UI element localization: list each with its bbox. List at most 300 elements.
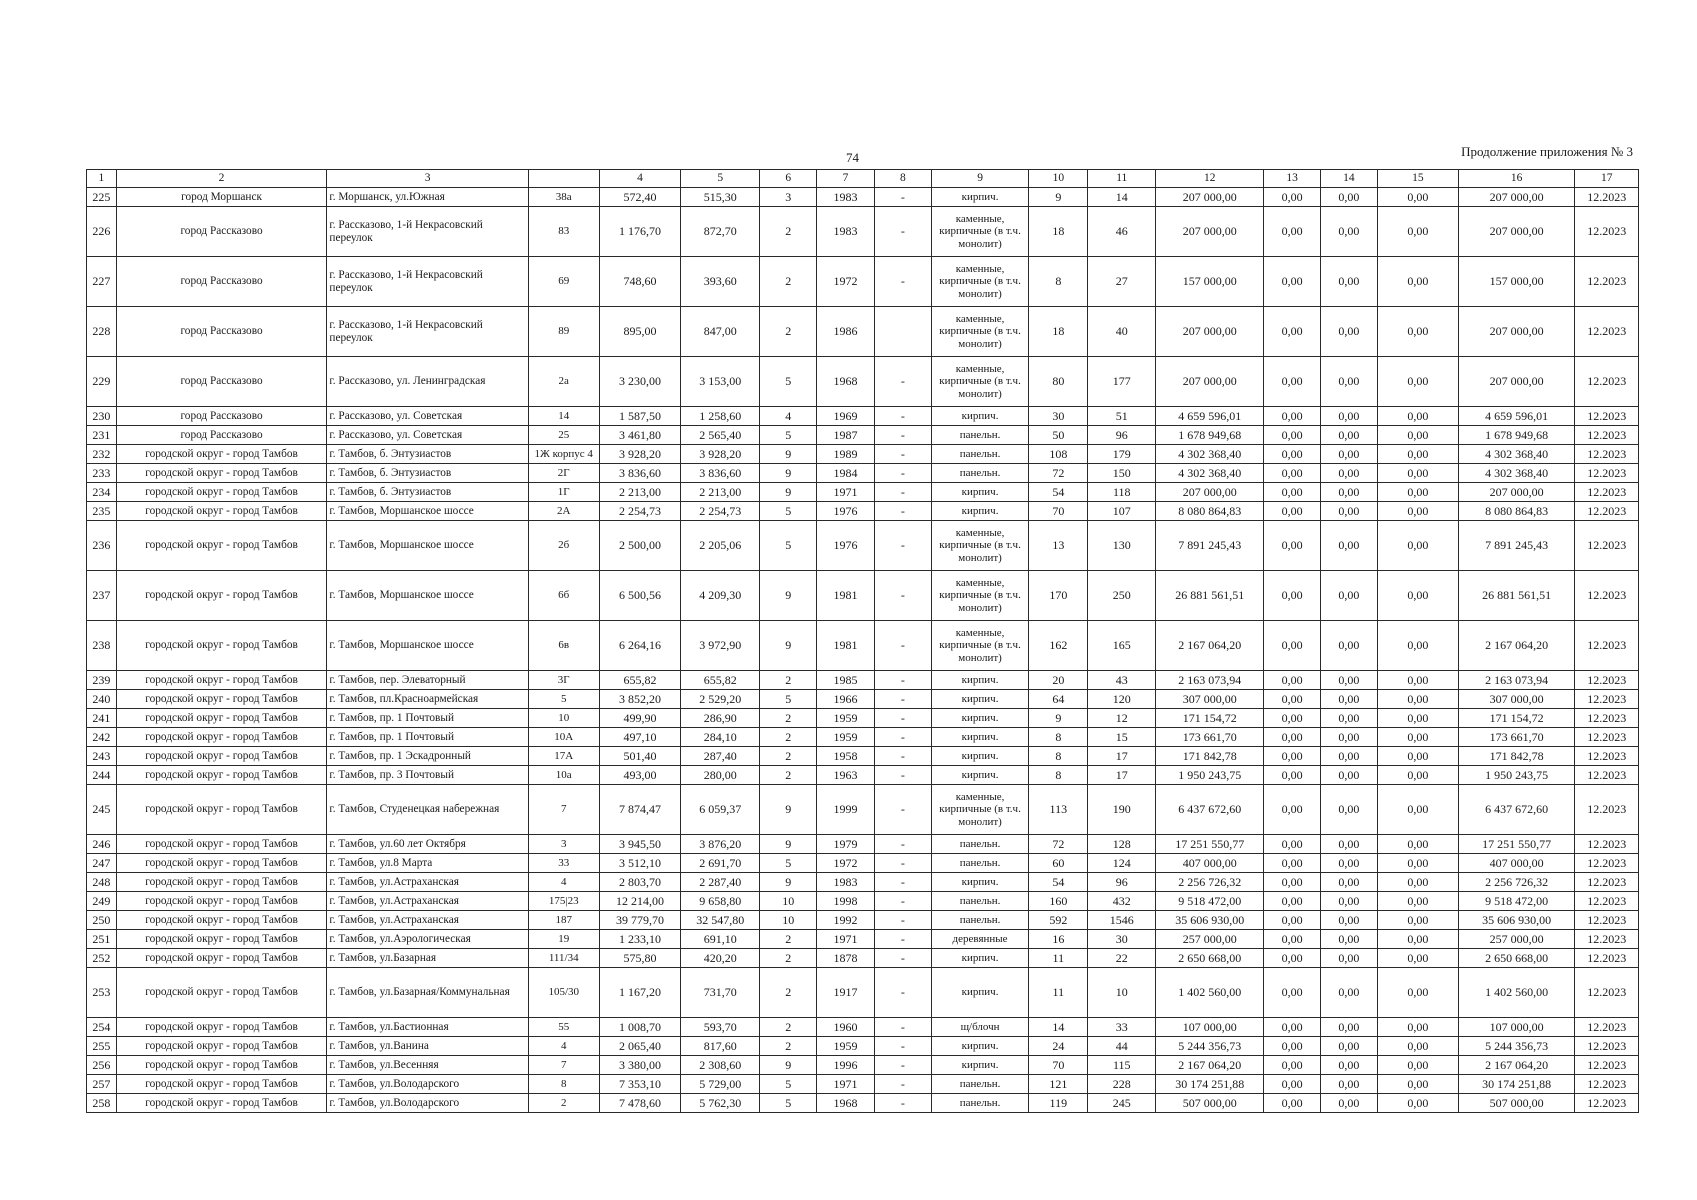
table-cell: 0,00 (1377, 766, 1458, 785)
table-cell: 11 (1029, 949, 1088, 968)
table-cell: 407 000,00 (1156, 854, 1264, 873)
table-cell: 14 (1088, 188, 1156, 207)
table-cell: городской округ - город Тамбов (116, 483, 327, 502)
table-cell: 70 (1029, 1056, 1088, 1075)
table-cell: кирпич. (931, 873, 1028, 892)
table-row (87, 521, 1639, 571)
table-cell: 5 (760, 1075, 817, 1094)
table-cell: 247 (87, 854, 117, 873)
column-number-row (87, 170, 1639, 188)
table-cell: 0,00 (1377, 307, 1458, 357)
table-cell: 0,00 (1264, 728, 1320, 747)
table-cell: 0,00 (1264, 464, 1320, 483)
table-cell: - (874, 690, 931, 709)
table-cell: 2 565,40 (681, 426, 760, 445)
table-cell: 244 (87, 766, 117, 785)
table-cell: городской округ - город Тамбов (116, 949, 327, 968)
table-cell: 817,60 (681, 1037, 760, 1056)
table-cell: 1 950 243,75 (1458, 766, 1575, 785)
table-cell: 35 606 930,00 (1156, 911, 1264, 930)
table-cell: 731,70 (681, 968, 760, 1018)
table-cell: г. Рассказово, ул. Советская (327, 426, 529, 445)
table-cell: 1971 (817, 930, 874, 949)
table-cell: 0,00 (1264, 930, 1320, 949)
table-cell: 162 (1029, 621, 1088, 671)
table-cell: 0,00 (1320, 949, 1377, 968)
table-cell: 9 518 472,00 (1156, 892, 1264, 911)
table-cell: 12.2023 (1575, 1056, 1639, 1075)
table-cell: - (874, 892, 931, 911)
table-cell: 254 (87, 1018, 117, 1037)
table-cell: 0,00 (1377, 709, 1458, 728)
table-cell: 30 174 251,88 (1156, 1075, 1264, 1094)
table-cell: 2 529,20 (681, 690, 760, 709)
table-cell: - (874, 854, 931, 873)
table-cell: 1 950 243,75 (1156, 766, 1264, 785)
table-cell: 231 (87, 426, 117, 445)
table-cell: 0,00 (1377, 747, 1458, 766)
table-cell: 33 (1088, 1018, 1156, 1037)
table-cell: панельн. (931, 911, 1028, 930)
table-cell: г. Тамбов, ул.Бастионная (327, 1018, 529, 1037)
table-cell: 1986 (817, 307, 874, 357)
table-cell: г. Тамбов, пер. Элеваторный (327, 671, 529, 690)
table-cell: 5 (760, 521, 817, 571)
table-cell: 3 380,00 (599, 1056, 681, 1075)
table-row (87, 728, 1639, 747)
column-number: 3 (327, 170, 529, 188)
table-cell: 0,00 (1377, 188, 1458, 207)
table-cell: 2 213,00 (681, 483, 760, 502)
table-cell: панельн. (931, 426, 1028, 445)
table-cell: 1917 (817, 968, 874, 1018)
table-header (87, 170, 1639, 188)
table-cell: 0,00 (1320, 407, 1377, 426)
table-cell: 2 500,00 (599, 521, 681, 571)
table-cell: 8 080 864,83 (1156, 502, 1264, 521)
table-cell: г. Тамбов, ул.Аэрологическая (327, 930, 529, 949)
table-cell: 96 (1088, 873, 1156, 892)
column-number: 15 (1377, 170, 1458, 188)
table-cell: 207 000,00 (1156, 307, 1264, 357)
table-cell: 0,00 (1264, 835, 1320, 854)
table-cell: 1 678 949,68 (1156, 426, 1264, 445)
table-cell: 0,00 (1320, 709, 1377, 728)
table-cell: 0,00 (1377, 968, 1458, 1018)
column-number: 14 (1320, 170, 1377, 188)
table-cell: 2 (760, 307, 817, 357)
table-cell: 0,00 (1320, 571, 1377, 621)
table-cell: 0,00 (1264, 521, 1320, 571)
table-cell: 170 (1029, 571, 1088, 621)
table-cell: 17 (1088, 766, 1156, 785)
table-cell: 6 437 672,60 (1458, 785, 1575, 835)
table-cell: 120 (1088, 690, 1156, 709)
table-cell: 5 (760, 1094, 817, 1113)
table-cell: 7 874,47 (599, 785, 681, 835)
table-cell: - (874, 521, 931, 571)
table-cell: 24 (1029, 1037, 1088, 1056)
column-number: 4 (599, 170, 681, 188)
table-cell: 2 691,70 (681, 854, 760, 873)
table-row (87, 1018, 1639, 1037)
table-cell: 0,00 (1377, 949, 1458, 968)
table-cell: 0,00 (1377, 407, 1458, 426)
table-cell: г. Рассказово, 1-й Некрасовский переулок (327, 307, 529, 357)
table-cell: 237 (87, 571, 117, 621)
table-cell: 179 (1088, 445, 1156, 464)
table-cell: 12.2023 (1575, 911, 1639, 930)
table-cell: 1546 (1088, 911, 1156, 930)
table-cell: 0,00 (1377, 502, 1458, 521)
table-cell: 43 (1088, 671, 1156, 690)
table-cell: 17А (528, 747, 599, 766)
table-cell: 0,00 (1264, 571, 1320, 621)
table-cell: 12.2023 (1575, 483, 1639, 502)
column-number: 10 (1029, 170, 1088, 188)
table-row (87, 671, 1639, 690)
table-cell: 1985 (817, 671, 874, 690)
table-cell: 3 153,00 (681, 357, 760, 407)
table-cell: 119 (1029, 1094, 1088, 1113)
table-cell: 1969 (817, 407, 874, 426)
table-cell: 0,00 (1320, 1018, 1377, 1037)
table-cell: 12.2023 (1575, 671, 1639, 690)
table-cell: 2 650 668,00 (1458, 949, 1575, 968)
table-cell: г. Тамбов, б. Энтузиастов (327, 483, 529, 502)
table-cell: 0,00 (1264, 1037, 1320, 1056)
table-cell: 0,00 (1320, 464, 1377, 483)
table-cell: 0,00 (1320, 873, 1377, 892)
table-cell: 2 (760, 257, 817, 307)
table-row (87, 949, 1639, 968)
table-cell: 1981 (817, 571, 874, 621)
table-cell: 253 (87, 968, 117, 1018)
table-cell: городской округ - город Тамбов (116, 621, 327, 671)
table-row (87, 445, 1639, 464)
table-row (87, 1094, 1639, 1113)
table-cell: 6в (528, 621, 599, 671)
table-cell: 19 (528, 930, 599, 949)
table-cell: 0,00 (1320, 1056, 1377, 1075)
table-cell: 3 928,20 (599, 445, 681, 464)
table-cell: 497,10 (599, 728, 681, 747)
table-cell: 0,00 (1264, 949, 1320, 968)
column-number: 5 (681, 170, 760, 188)
table-cell: 9 (760, 483, 817, 502)
table-cell: 33 (528, 854, 599, 873)
table-cell: 249 (87, 892, 117, 911)
table-cell: 6 264,16 (599, 621, 681, 671)
table-cell: 0,00 (1264, 709, 1320, 728)
table-cell: 895,00 (599, 307, 681, 357)
table-cell: 190 (1088, 785, 1156, 835)
table-cell: - (874, 728, 931, 747)
table-cell: 12.2023 (1575, 968, 1639, 1018)
column-number: 8 (874, 170, 931, 188)
table-cell: 226 (87, 207, 117, 257)
table-cell: г. Тамбов, ул.Весенняя (327, 1056, 529, 1075)
table-cell: - (874, 1037, 931, 1056)
table-cell: кирпич. (931, 1056, 1028, 1075)
table-cell: 1976 (817, 521, 874, 571)
table-cell: 12.2023 (1575, 747, 1639, 766)
table-row (87, 357, 1639, 407)
table-cell: 7 891 245,43 (1458, 521, 1575, 571)
table-cell: 2 (760, 671, 817, 690)
table-cell: 128 (1088, 835, 1156, 854)
table-cell: 96 (1088, 426, 1156, 445)
table-cell: 10 (760, 911, 817, 930)
table-cell: 1992 (817, 911, 874, 930)
table-cell: - (874, 407, 931, 426)
table-cell: г. Тамбов, ул.Астраханская (327, 892, 529, 911)
column-number (528, 170, 599, 188)
table-cell: 1979 (817, 835, 874, 854)
table-cell: - (874, 483, 931, 502)
table-cell: город Рассказово (116, 207, 327, 257)
table-cell: 507 000,00 (1156, 1094, 1264, 1113)
table-cell: 0,00 (1264, 407, 1320, 426)
table-cell: г. Рассказово, 1-й Некрасовский переулок (327, 257, 529, 307)
table-cell: 248 (87, 873, 117, 892)
table-cell: 9 (1029, 709, 1088, 728)
column-number: 9 (931, 170, 1028, 188)
table-cell: 593,70 (681, 1018, 760, 1037)
table-cell: г. Тамбов, ул.8 Марта (327, 854, 529, 873)
table-cell: панельн. (931, 1094, 1028, 1113)
table-cell: 0,00 (1264, 257, 1320, 307)
table-cell: 1989 (817, 445, 874, 464)
table-cell: 32 547,80 (681, 911, 760, 930)
table-cell: 12.2023 (1575, 502, 1639, 521)
table-cell: 157 000,00 (1458, 257, 1575, 307)
table-cell: 252 (87, 949, 117, 968)
table-cell: 8 (1029, 728, 1088, 747)
table-cell: 0,00 (1320, 728, 1377, 747)
table-cell: 12.2023 (1575, 873, 1639, 892)
table-cell: 0,00 (1264, 483, 1320, 502)
table-cell: 0,00 (1320, 930, 1377, 949)
table-cell: 20 (1029, 671, 1088, 690)
column-number: 13 (1264, 170, 1320, 188)
table-cell: 256 (87, 1056, 117, 1075)
table-cell: каменные, кирпичные (в т.ч. монолит) (931, 621, 1028, 671)
table-cell: 1878 (817, 949, 874, 968)
table-cell: 12.2023 (1575, 690, 1639, 709)
table-row (87, 407, 1639, 426)
table-cell: 2 308,60 (681, 1056, 760, 1075)
table-cell: 1968 (817, 357, 874, 407)
table-cell: городской округ - город Тамбов (116, 728, 327, 747)
table-cell: 0,00 (1320, 521, 1377, 571)
table-cell: городской округ - город Тамбов (116, 747, 327, 766)
table-cell: - (874, 502, 931, 521)
table-cell: 0,00 (1377, 671, 1458, 690)
table-cell: г. Тамбов, ул.Астраханская (327, 873, 529, 892)
table-cell: 118 (1088, 483, 1156, 502)
table-cell: 0,00 (1264, 1056, 1320, 1075)
column-number: 17 (1575, 170, 1639, 188)
table-cell: 0,00 (1320, 911, 1377, 930)
table-cell: 12.2023 (1575, 407, 1639, 426)
table-cell: 239 (87, 671, 117, 690)
table-cell: 1983 (817, 188, 874, 207)
table-cell: 207 000,00 (1458, 307, 1575, 357)
table-cell: 0,00 (1264, 1075, 1320, 1094)
table-cell: 12.2023 (1575, 464, 1639, 483)
table-cell: 6 437 672,60 (1156, 785, 1264, 835)
table-cell: 207 000,00 (1156, 483, 1264, 502)
table-cell: 0,00 (1320, 835, 1377, 854)
table-cell: 4 (528, 1037, 599, 1056)
table-cell: 2б (528, 521, 599, 571)
table-row (87, 502, 1639, 521)
table-cell: 3 876,20 (681, 835, 760, 854)
table-cell: 5 762,30 (681, 1094, 760, 1113)
table-cell: 12 (1088, 709, 1156, 728)
table-cell: 238 (87, 621, 117, 671)
table-cell: 7 353,10 (599, 1075, 681, 1094)
table-cell: 9 (1029, 188, 1088, 207)
table-cell: 1959 (817, 709, 874, 728)
table-cell: 38а (528, 188, 599, 207)
table-cell: 6 059,37 (681, 785, 760, 835)
table-cell: 0,00 (1377, 483, 1458, 502)
table-cell: городской округ - город Тамбов (116, 854, 327, 873)
table-cell: 55 (528, 1018, 599, 1037)
table-cell: 69 (528, 257, 599, 307)
table-cell: 251 (87, 930, 117, 949)
table-cell: 393,60 (681, 257, 760, 307)
table-cell: 0,00 (1320, 1075, 1377, 1094)
table-cell: 0,00 (1377, 1018, 1458, 1037)
table-cell: 6б (528, 571, 599, 621)
table-cell: кирпич. (931, 747, 1028, 766)
table-cell: 12.2023 (1575, 1075, 1639, 1094)
table-cell: 227 (87, 257, 117, 307)
table-cell: 691,10 (681, 930, 760, 949)
table-cell: 2А (528, 502, 599, 521)
column-number: 7 (817, 170, 874, 188)
table-cell: - (874, 835, 931, 854)
table-cell: кирпич. (931, 483, 1028, 502)
table-row (87, 747, 1639, 766)
table-cell: г. Тамбов, ул.60 лет Октября (327, 835, 529, 854)
table-cell (874, 307, 931, 357)
table-cell: город Рассказово (116, 357, 327, 407)
table-cell: 1963 (817, 766, 874, 785)
table-cell: 1984 (817, 464, 874, 483)
table-cell: 2 287,40 (681, 873, 760, 892)
table-cell: г. Тамбов, пр. 1 Эскадронный (327, 747, 529, 766)
table-cell: городской округ - город Тамбов (116, 571, 327, 621)
table-cell: 240 (87, 690, 117, 709)
table-cell: 8 (528, 1075, 599, 1094)
table-cell: 44 (1088, 1037, 1156, 1056)
table-cell: 0,00 (1377, 930, 1458, 949)
table-cell: 157 000,00 (1156, 257, 1264, 307)
table-cell: 250 (1088, 571, 1156, 621)
table-cell: 115 (1088, 1056, 1156, 1075)
table-cell: - (874, 747, 931, 766)
table-cell: 0,00 (1320, 747, 1377, 766)
table-cell: 2 803,70 (599, 873, 681, 892)
table-cell: 4 (760, 407, 817, 426)
table-cell: 4 302 368,40 (1458, 464, 1575, 483)
table-cell: 130 (1088, 521, 1156, 571)
table-cell: 39 779,70 (599, 911, 681, 930)
table-cell: 250 (87, 911, 117, 930)
table-cell: 0,00 (1320, 621, 1377, 671)
table-cell: 1987 (817, 426, 874, 445)
table-cell: 13 (1029, 521, 1088, 571)
table-cell: город Рассказово (116, 426, 327, 445)
table-row (87, 188, 1639, 207)
table-cell: городской округ - город Тамбов (116, 873, 327, 892)
table-cell: городской округ - город Тамбов (116, 785, 327, 835)
table-cell: 3 945,50 (599, 835, 681, 854)
table-cell: городской округ - город Тамбов (116, 968, 327, 1018)
table-cell: панельн. (931, 835, 1028, 854)
table-cell: 2 (760, 747, 817, 766)
table-cell: 0,00 (1320, 257, 1377, 307)
table-cell: 0,00 (1264, 854, 1320, 873)
table-cell: 207 000,00 (1458, 188, 1575, 207)
table-cell: 1996 (817, 1056, 874, 1075)
table-row (87, 892, 1639, 911)
table-cell: 12.2023 (1575, 892, 1639, 911)
table-cell: панельн. (931, 892, 1028, 911)
table-row (87, 1075, 1639, 1094)
table-cell: 60 (1029, 854, 1088, 873)
table-cell: 3Г (528, 671, 599, 690)
table-cell: 64 (1029, 690, 1088, 709)
table-cell: 0,00 (1320, 307, 1377, 357)
table-cell: городской округ - город Тамбов (116, 709, 327, 728)
table-cell: 0,00 (1264, 1094, 1320, 1113)
table-cell: 2 (760, 968, 817, 1018)
table-cell: 225 (87, 188, 117, 207)
table-cell: 2 (528, 1094, 599, 1113)
table-cell: 236 (87, 521, 117, 571)
table-cell: г. Рассказово, ул. Ленинградская (327, 357, 529, 407)
column-number: 2 (116, 170, 327, 188)
table-cell: 35 606 930,00 (1458, 911, 1575, 930)
table-cell: 1971 (817, 1075, 874, 1094)
table-cell: 12.2023 (1575, 571, 1639, 621)
table-cell: 1998 (817, 892, 874, 911)
table-cell: кирпич. (931, 1037, 1028, 1056)
table-cell: 121 (1029, 1075, 1088, 1094)
table-cell: 1983 (817, 207, 874, 257)
table-cell: г. Тамбов, Студенецкая набережная (327, 785, 529, 835)
column-number: 6 (760, 170, 817, 188)
table-cell: 113 (1029, 785, 1088, 835)
table-cell: 235 (87, 502, 117, 521)
table-cell: 0,00 (1377, 464, 1458, 483)
table-cell: каменные, кирпичные (в т.ч. монолит) (931, 257, 1028, 307)
table-cell: 0,00 (1377, 873, 1458, 892)
table-cell: - (874, 207, 931, 257)
table-cell: 0,00 (1320, 1094, 1377, 1113)
table-cell: г. Тамбов, ул.Базарная (327, 949, 529, 968)
table-cell: 207 000,00 (1458, 207, 1575, 257)
table-cell: 8 (1029, 766, 1088, 785)
table-cell: 70 (1029, 502, 1088, 521)
table-cell: 2 (760, 207, 817, 257)
table-cell: 2Г (528, 464, 599, 483)
